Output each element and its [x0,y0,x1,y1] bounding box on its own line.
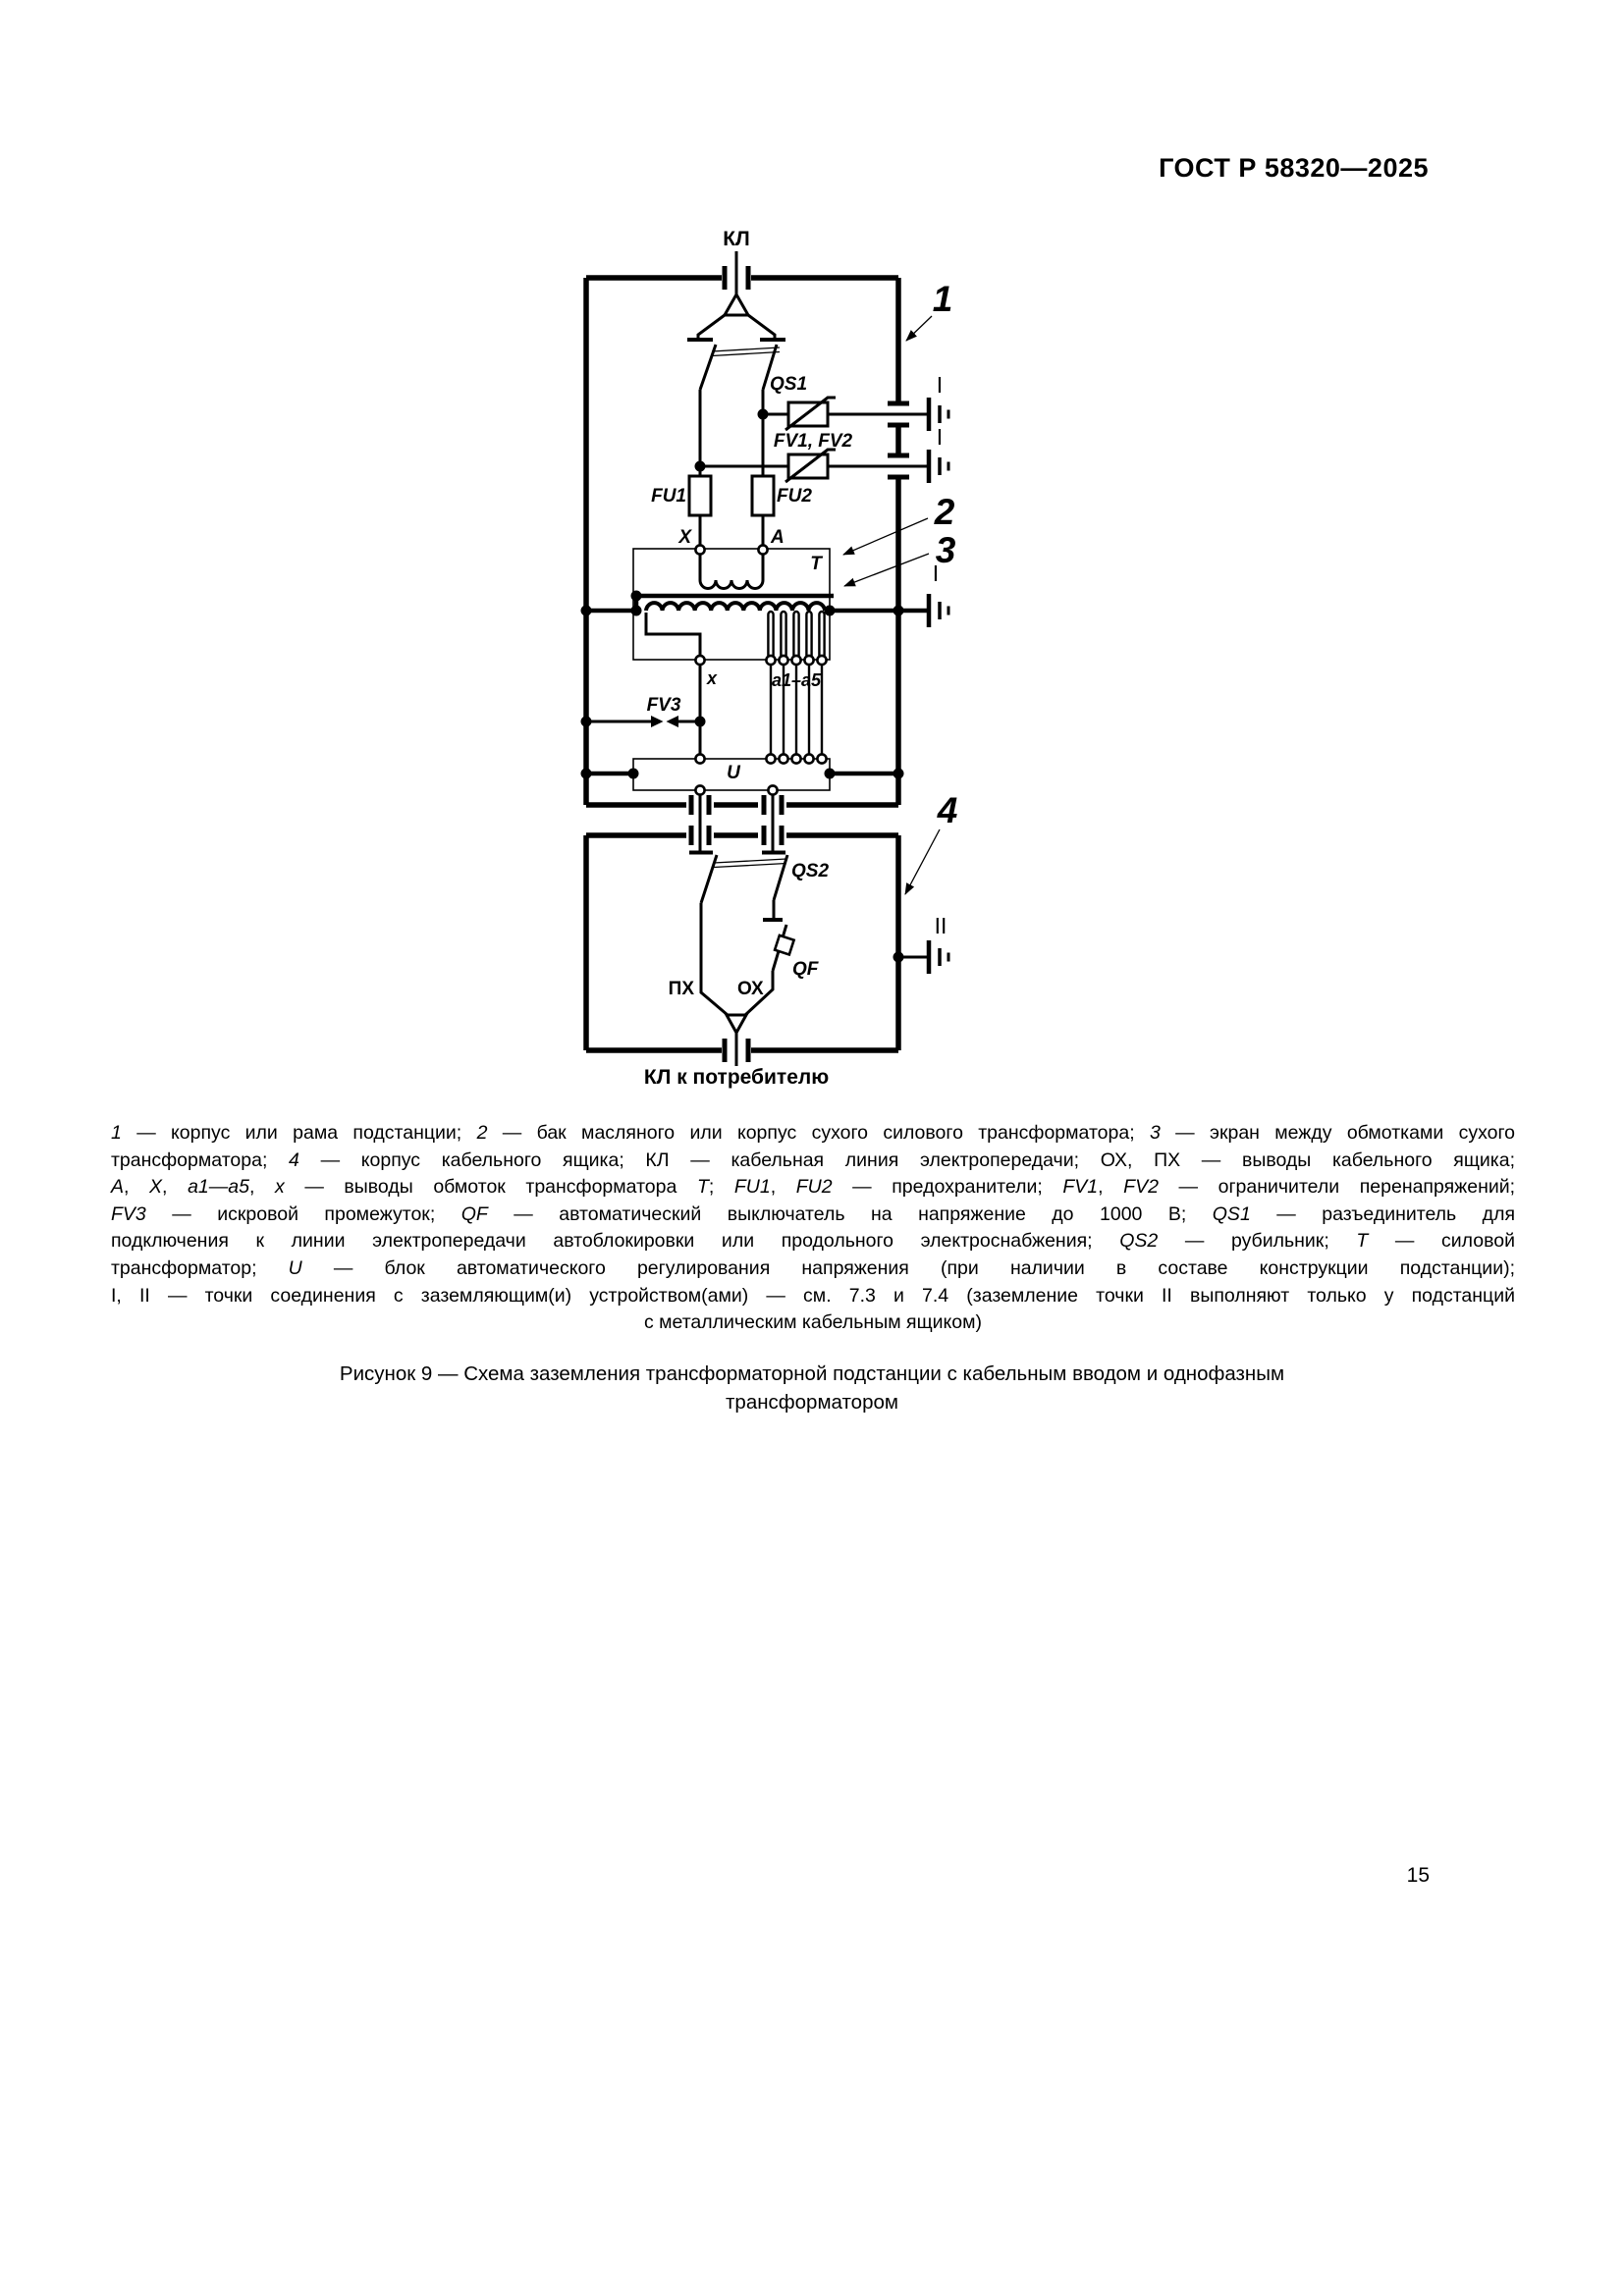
label-qs2: QS2 [791,861,830,881]
callout-2: 2 [934,492,955,532]
label-fv3: FV3 [646,695,681,716]
label-kl-consumer: КЛ к потребителю [643,1066,830,1089]
breaker-qf-icon [775,935,794,955]
legend-line-6: трансформатор; U — блок автоматического регулирования напряжения (при наличии в составе конструкции подстанции); [111,1256,1516,1279]
label-qs1: QS1 [770,374,808,395]
ground-bus-lines [586,596,928,774]
label-regulator-u: U [727,763,740,783]
label-ground-i-2: I [936,424,944,450]
arrester-fv1-icon [785,398,836,430]
secondary-winding-icon [646,603,825,611]
label-fu2: FU2 [777,486,812,507]
label-terminal-a-hv: A [771,527,785,548]
legend-line-3: А, Х, а1—а5, х — выводы обмоток трансформатора Т; FU1, FU2 — предохранители; FV1, FV2 — ограничители перенапряжений; [111,1176,1516,1199]
fuse-fu1-icon [689,476,711,515]
legend-line-5: подключения к линии электропередачи автоблокировки или продольного электроснабжения; QS2 — рубильник; Т — силовой [111,1230,1515,1253]
primary-winding-icon [700,580,763,589]
circuit-wires [586,251,928,1066]
arrester-fv2-icon [785,450,836,482]
legend-line-7: I, II — точки соединения с заземляющим(и) устройством(ами) — см. 7.3 и 7.4 (заземление точки II выполняют только у подстанций [111,1284,1515,1307]
label-ground-i-3: I [932,561,940,586]
label-qf: QF [792,959,819,980]
label-terminal-x-lv: x [707,668,718,688]
document-header: ГОСТ Р 58320—2025 [1159,153,1429,183]
ground-electrode-icons [929,398,948,974]
label-ground-ii: II [934,913,947,938]
label-fu1: FU1 [651,486,686,507]
label-px: ПХ [668,979,694,999]
cable-termination-bottom-icon [727,1015,746,1033]
legend-line-2: трансформатора; 4 — корпус кабельного ящика; КЛ — кабельная линия электропередачи; ОХ, ПХ — выводы кабельного ящика; [111,1148,1515,1171]
legend [111,1120,1515,1337]
label-taps-a1-a5: а1–а5 [771,670,822,690]
label-fv1-fv2: FV1, FV2 [773,431,853,452]
label-ground-i-1: I [936,372,944,398]
page-number: 15 [1406,1864,1430,1887]
figure-caption [0,1360,1624,1416]
callout-1: 1 [932,279,953,319]
fuse-fu2-icon [752,476,774,515]
grounding-schematic [540,221,974,1104]
legend-line-1: 1 — корпус или рама подстанции; 2 — бак масляного или корпус сухого силового трансформатора; 3 — экран между обмотками сухого [111,1122,1516,1144]
legend-line-8: с металлическим кабельным ящиком) [643,1311,983,1334]
label-transformer-t: T [810,554,822,574]
spark-gap-fv3-icon [651,716,678,727]
cable-termination-top-icon [725,294,748,315]
legend-line-4: FV3 — искровой промежуток; QF — автоматический выключатель на напряжение до 1000 В; QS1 — разъединитель для [111,1202,1516,1225]
figure-caption-line2: трансформатором [726,1391,898,1414]
label-terminal-x-hv: X [678,527,691,548]
junction-dots [581,409,904,963]
callout-3: 3 [935,530,956,570]
figure-caption-line1: Рисунок 9 — Схема заземления трансформаторной подстанции с кабельным вводом и однофазным [339,1362,1285,1385]
label-kl: КЛ [723,228,750,250]
enclosure-1-outline [586,278,898,805]
label-ox: ОХ [737,979,764,999]
callout-4: 4 [937,790,958,830]
